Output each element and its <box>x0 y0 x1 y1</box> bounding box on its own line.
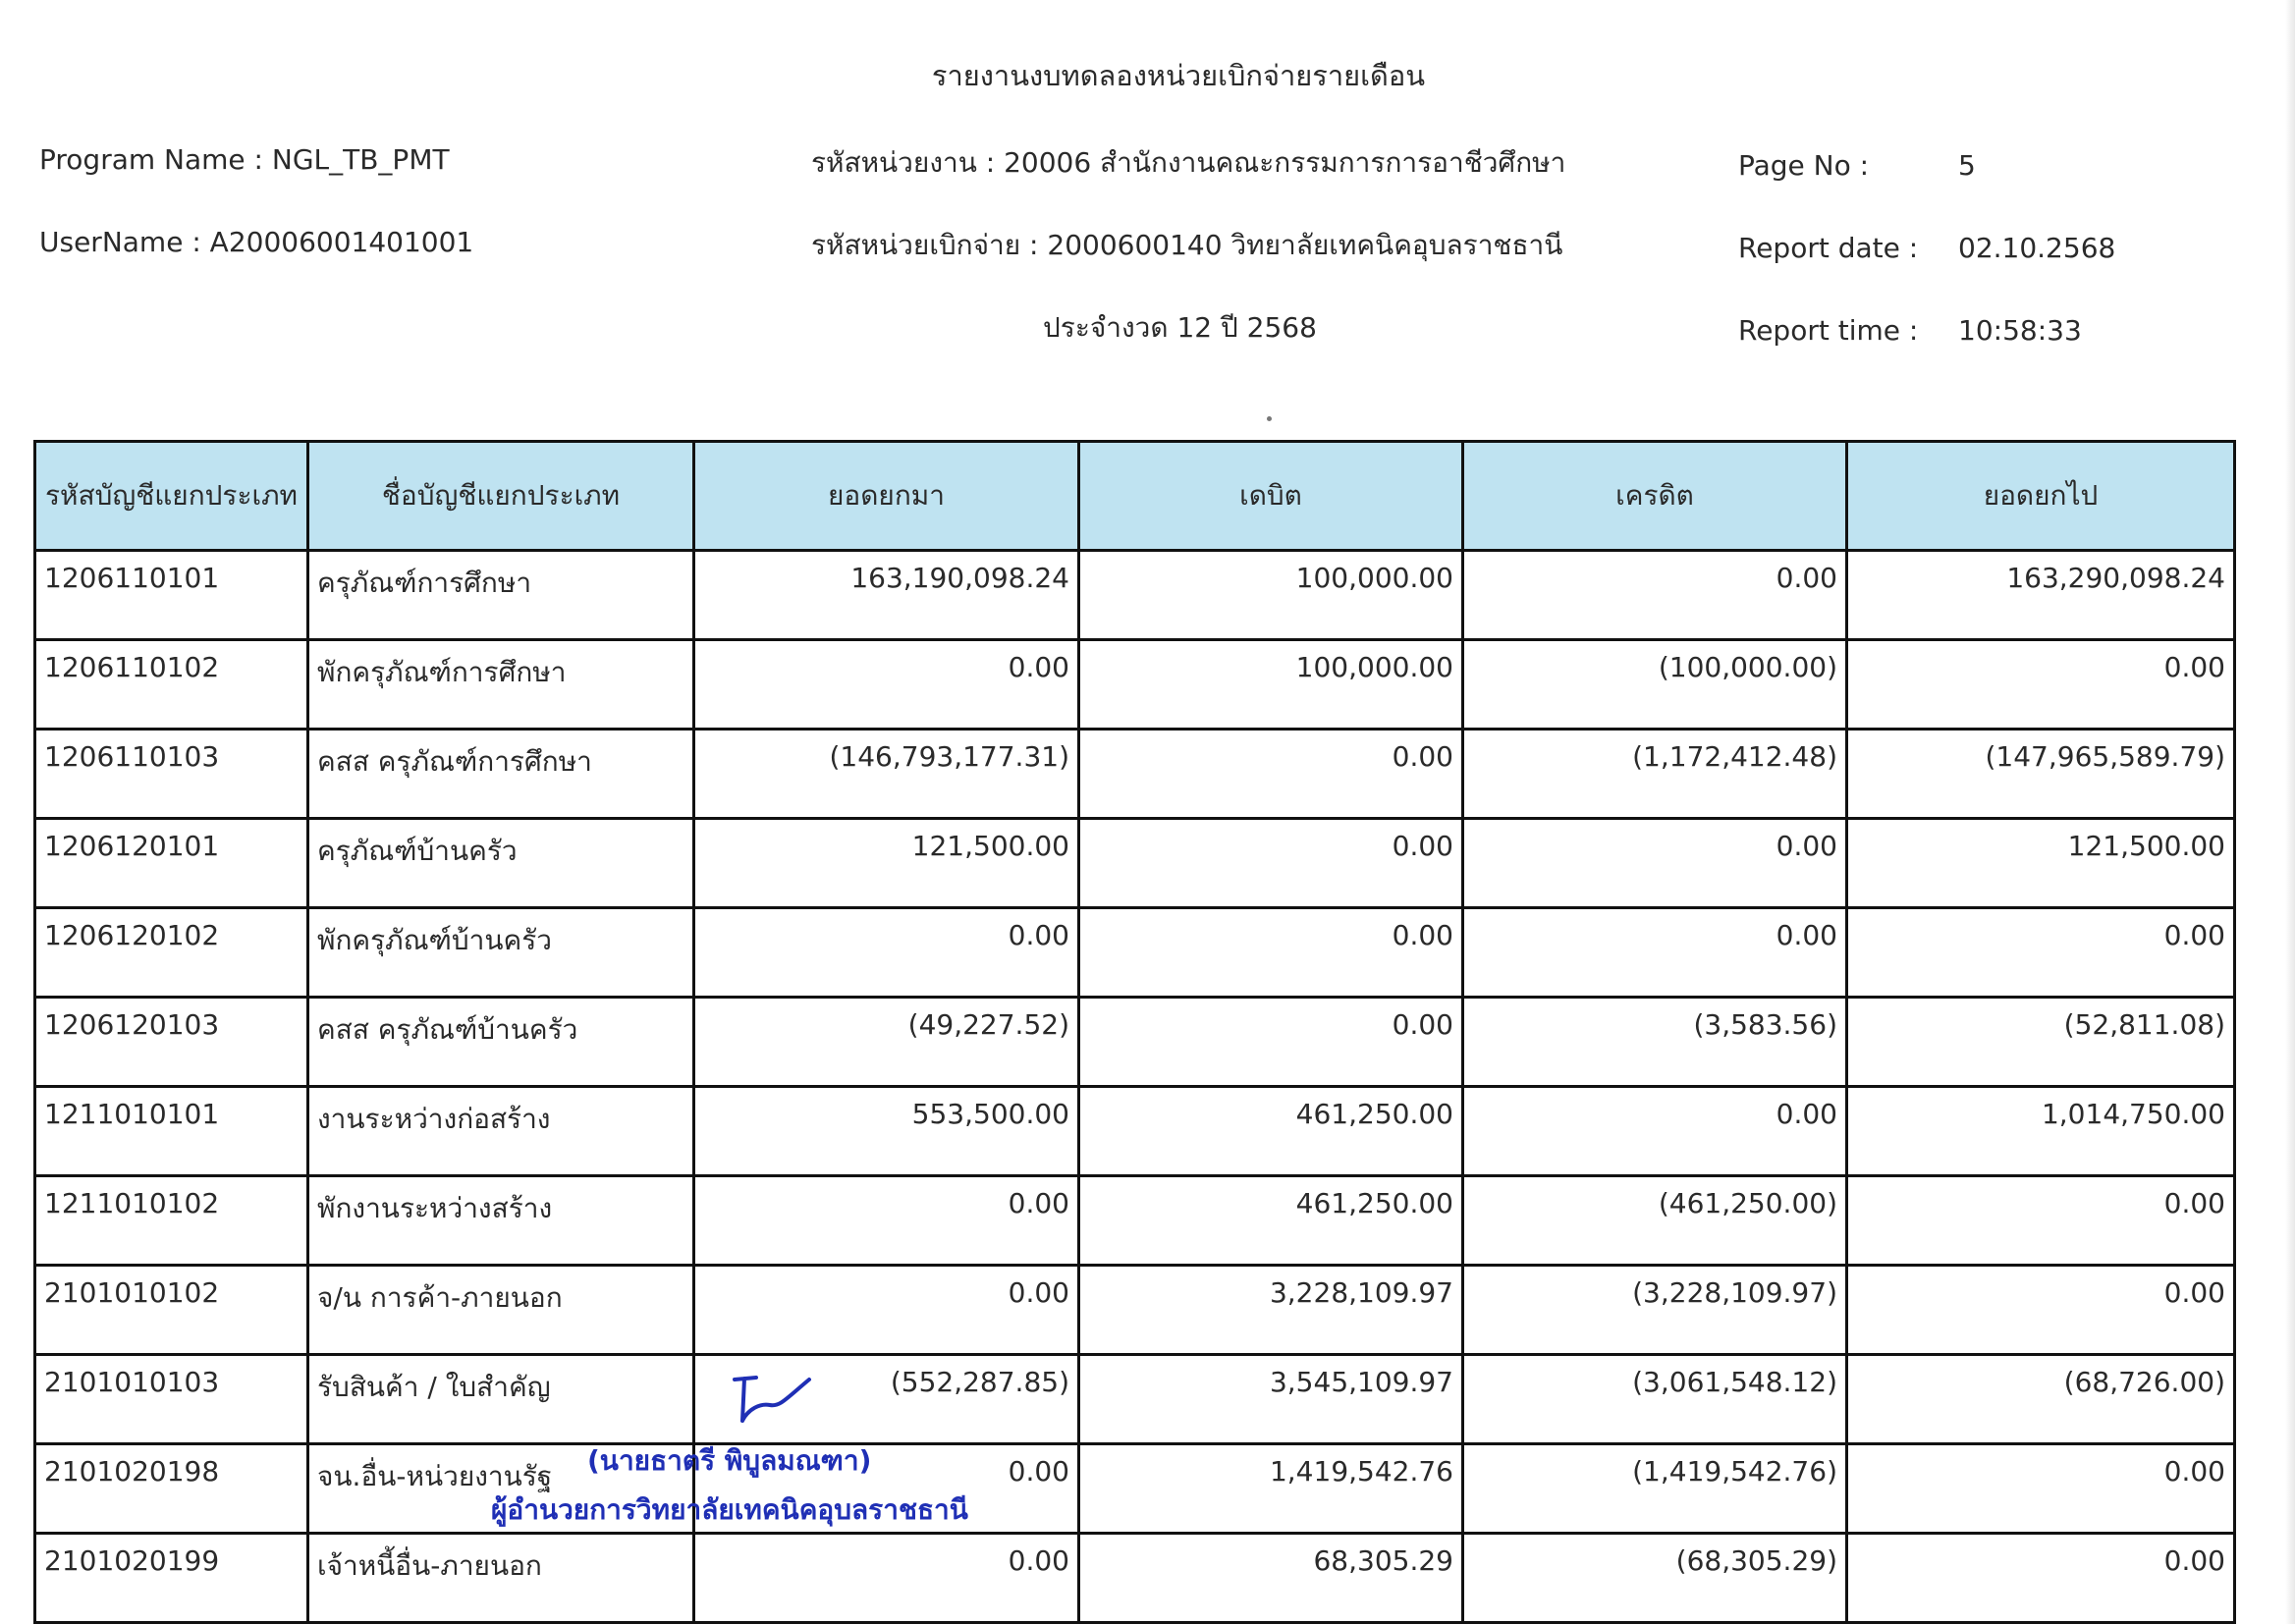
debit: 461,250.00 <box>1079 1176 1463 1266</box>
debit: 0.00 <box>1079 730 1463 819</box>
debit: 0.00 <box>1079 819 1463 908</box>
debit: 0.00 <box>1079 998 1463 1087</box>
account-name: จ/น การค้า-ภายนอก <box>308 1266 694 1355</box>
carried-forward: 0.00 <box>1847 1444 2235 1534</box>
account-name: รับสินค้า / ใบสำคัญ <box>308 1355 694 1444</box>
brought-forward: (552,287.85) <box>694 1355 1079 1444</box>
brought-forward: 121,500.00 <box>694 819 1079 908</box>
carried-forward: 0.00 <box>1847 640 2235 730</box>
brought-forward: (146,793,177.31) <box>694 730 1079 819</box>
brought-forward: 0.00 <box>694 1176 1079 1266</box>
account-code: 1206120103 <box>35 998 308 1087</box>
account-name: เจ้าหนี้อื่น-ภายนอก <box>308 1534 694 1623</box>
account-name: งานระหว่างก่อสร้าง <box>308 1087 694 1176</box>
report-time-label: Report time : <box>1738 314 1919 347</box>
credit: (100,000.00) <box>1463 640 1847 730</box>
account-name: พักงานระหว่างสร้าง <box>308 1176 694 1266</box>
table-header-row <box>35 442 2235 551</box>
debit: 3,545,109.97 <box>1079 1355 1463 1444</box>
account-name: ครุภัณฑ์การศึกษา <box>308 551 694 640</box>
disburse-unit: รหัสหน่วยเบิกจ่าย : 2000600140 วิทยาลัยเทคนิคอุบลราชธานี <box>811 229 1563 261</box>
carried-forward: 1,014,750.00 <box>1847 1087 2235 1176</box>
account-code: 2101020198 <box>35 1444 308 1534</box>
account-name: ครุภัณฑ์บ้านครัว <box>308 819 694 908</box>
scan-speck <box>1267 416 1272 421</box>
brought-forward: 553,500.00 <box>694 1087 1079 1176</box>
table-row <box>35 908 2235 998</box>
table-row <box>35 640 2235 730</box>
account-code: 1206110102 <box>35 640 308 730</box>
carried-forward: (147,965,589.79) <box>1847 730 2235 819</box>
account-name: คสส ครุภัณฑ์บ้านครัว <box>308 998 694 1087</box>
scan-edge <box>2285 0 2295 1624</box>
account-name: จน.อื่น-หน่วยงานรัฐ <box>308 1444 694 1534</box>
user-name: UserName : A20006001401001 <box>39 226 474 258</box>
table-row <box>35 1087 2235 1176</box>
brought-forward: 163,190,098.24 <box>694 551 1079 640</box>
account-name: พักครุภัณฑ์บ้านครัว <box>308 908 694 998</box>
page-no-value: 5 <box>1958 149 1976 182</box>
account-code: 1206110101 <box>35 551 308 640</box>
col-header-debit: เดบิต <box>1079 442 1463 551</box>
report-date-label: Report date : <box>1738 232 1919 264</box>
report-time-value: 10:58:33 <box>1958 314 2082 347</box>
credit: (3,583.56) <box>1463 998 1847 1087</box>
page-no-label: Page No : <box>1738 149 1870 182</box>
debit: 461,250.00 <box>1079 1087 1463 1176</box>
col-header-brought-forward: ยอดยกมา <box>694 442 1079 551</box>
account-code: 1206110103 <box>35 730 308 819</box>
carried-forward: (68,726.00) <box>1847 1355 2235 1444</box>
account-code: 1211010101 <box>35 1087 308 1176</box>
carried-forward: 0.00 <box>1847 1266 2235 1355</box>
carried-forward: 0.00 <box>1847 1534 2235 1623</box>
report-period: ประจำงวด 12 ปี 2568 <box>1043 311 1317 344</box>
table-row <box>35 1176 2235 1266</box>
debit: 1,419,542.76 <box>1079 1444 1463 1534</box>
carried-forward: 163,290,098.24 <box>1847 551 2235 640</box>
col-header-code: รหัสบัญชีแยกประเภท <box>35 442 308 551</box>
credit: (3,228,109.97) <box>1463 1266 1847 1355</box>
credit: 0.00 <box>1463 1087 1847 1176</box>
stamp-signatory-title: ผู้อำนวยการวิทยาลัยเทคนิคอุบลราชธานี <box>491 1493 968 1526</box>
report-date-value: 02.10.2568 <box>1958 232 2116 264</box>
account-name: พักครุภัณฑ์การศึกษา <box>308 640 694 730</box>
table-row <box>35 1355 2235 1444</box>
account-code: 1206120101 <box>35 819 308 908</box>
col-header-credit: เครดิต <box>1463 442 1847 551</box>
table-row <box>35 1266 2235 1355</box>
signature-mark <box>727 1370 815 1438</box>
table-row <box>35 730 2235 819</box>
brought-forward: 0.00 <box>694 640 1079 730</box>
table-row <box>35 551 2235 640</box>
brought-forward: 0.00 <box>694 1444 1079 1534</box>
debit: 0.00 <box>1079 908 1463 998</box>
credit: (1,172,412.48) <box>1463 730 1847 819</box>
brought-forward: 0.00 <box>694 1266 1079 1355</box>
credit: 0.00 <box>1463 551 1847 640</box>
carried-forward: 0.00 <box>1847 908 2235 998</box>
table-row <box>35 819 2235 908</box>
credit: (68,305.29) <box>1463 1534 1847 1623</box>
credit: (461,250.00) <box>1463 1176 1847 1266</box>
col-header-carried-forward: ยอดยกไป <box>1847 442 2235 551</box>
account-code: 2101020199 <box>35 1534 308 1623</box>
debit: 68,305.29 <box>1079 1534 1463 1623</box>
debit: 100,000.00 <box>1079 640 1463 730</box>
carried-forward: 121,500.00 <box>1847 819 2235 908</box>
carried-forward: 0.00 <box>1847 1176 2235 1266</box>
account-code: 1211010102 <box>35 1176 308 1266</box>
account-name: คสส ครุภัณฑ์การศึกษา <box>308 730 694 819</box>
table-row <box>35 1444 2235 1534</box>
agency-code: รหัสหน่วยงาน : 20006 สำนักงานคณะกรรมการการอาชีวศึกษา <box>811 146 1566 179</box>
account-code: 2101010103 <box>35 1355 308 1444</box>
brought-forward: 0.00 <box>694 1534 1079 1623</box>
credit: (1,419,542.76) <box>1463 1444 1847 1534</box>
table-row <box>35 998 2235 1087</box>
credit: (3,061,548.12) <box>1463 1355 1847 1444</box>
credit: 0.00 <box>1463 908 1847 998</box>
brought-forward: 0.00 <box>694 908 1079 998</box>
carried-forward: (52,811.08) <box>1847 998 2235 1087</box>
credit: 0.00 <box>1463 819 1847 908</box>
stamp-signatory-name: (นายธาตรี พิบูลมณฑา) <box>587 1444 872 1477</box>
account-code: 2101010102 <box>35 1266 308 1355</box>
debit: 3,228,109.97 <box>1079 1266 1463 1355</box>
table-row <box>35 1534 2235 1623</box>
col-header-name: ชื่อบัญชีแยกประเภท <box>308 442 694 551</box>
debit: 100,000.00 <box>1079 551 1463 640</box>
program-name: Program Name : NGL_TB_PMT <box>39 143 450 176</box>
report-title: รายงานงบทดลองหน่วยเบิกจ่ายรายเดือน <box>931 59 1426 92</box>
brought-forward: (49,227.52) <box>694 998 1079 1087</box>
trial-balance-table <box>33 440 2236 1624</box>
account-code: 1206120102 <box>35 908 308 998</box>
